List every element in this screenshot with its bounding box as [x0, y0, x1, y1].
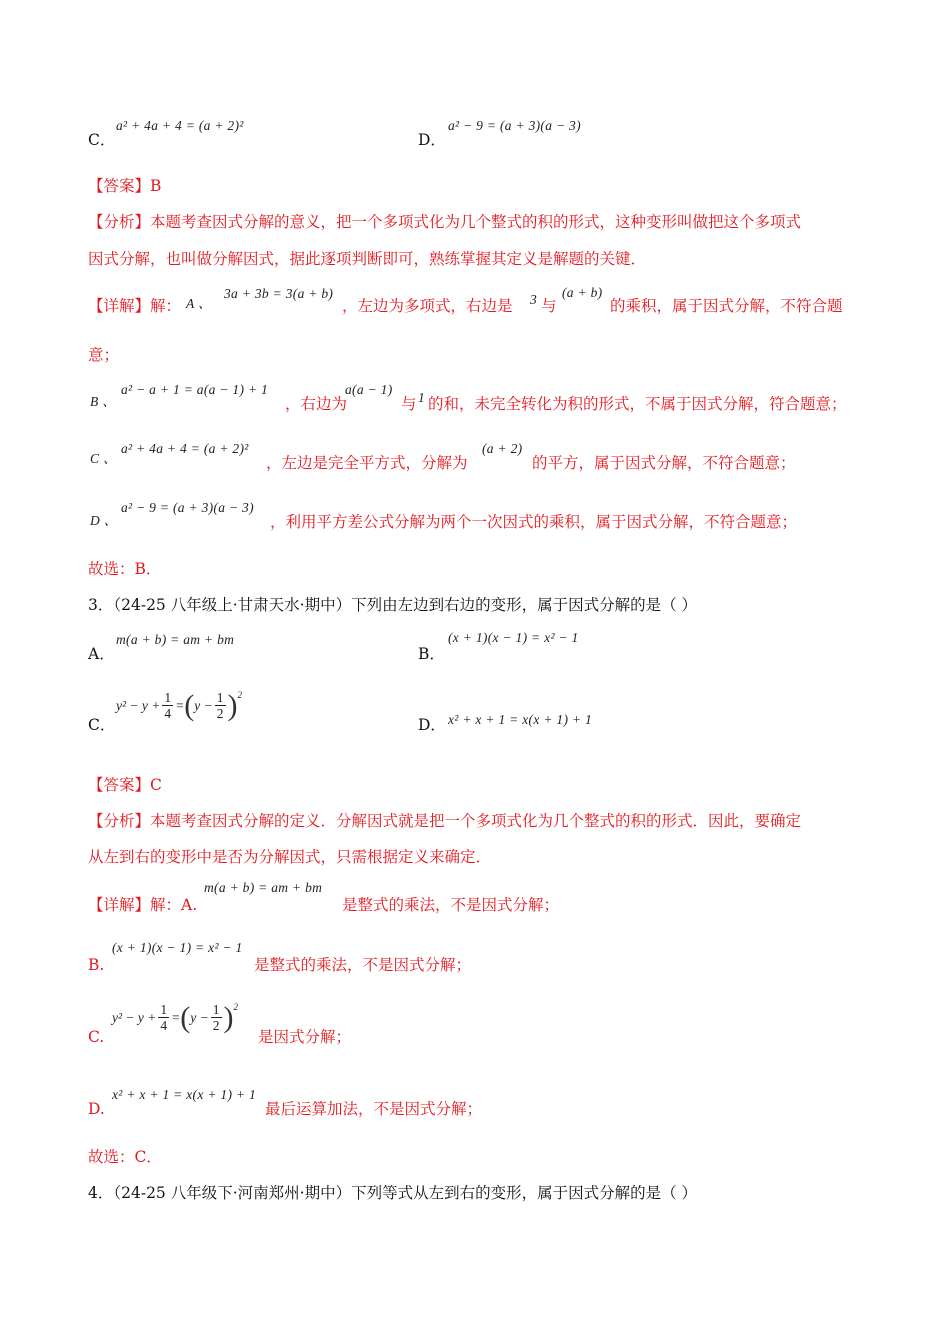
fraction-one-half: $\frac{1}{2}$	[216, 690, 224, 721]
q2-detail-a-num: 3	[530, 292, 538, 307]
q3-detail-d-math: x² + x + 1 = x(x + 1) + 1	[112, 1087, 257, 1102]
q3-option-b-label: B．	[418, 645, 445, 663]
q2-detail-a-math2: (a + b)	[562, 285, 603, 300]
q2-detail-c-text2: 的平方，属于因式分解，不符合题意；	[532, 454, 796, 472]
q2-detail-d-label: D 、	[90, 513, 118, 528]
q3-analysis-line1: 【分析】本题考查因式分解的定义．分解因式就是把一个多项式化为几个整式的积的形式．因此，要确定	[88, 812, 802, 830]
q3-detail-c-inner: y −	[190, 1009, 209, 1025]
q3-detail-c-math: y² − y + $\frac{1}{4}$ = ( y − $\frac{1}{2}$ ) $^2$	[112, 1000, 238, 1034]
q2-detail-b-label: B 、	[90, 394, 117, 409]
q3-detail-c-text: 是因式分解；	[258, 1028, 352, 1046]
q3-choose: 故选：C．	[88, 1148, 162, 1166]
q3-detail-a-math: m(a + b) = am + bm	[204, 880, 323, 895]
q2-analysis-line1: 【分析】本题考查因式分解的意义，把一个多项式化为几个整式的积的形式，这种变形叫做把这个多项式	[88, 213, 802, 231]
q2-option-d-math: a² − 9 = (a + 3)(a − 3)	[448, 118, 581, 133]
q3-detail-prefix: 【详解】解：A.	[88, 896, 198, 914]
fraction-one-quarter: $\frac{1}{4}$	[160, 1002, 168, 1033]
q3-analysis-line2: 从左到右的变形中是否为分解因式，只需根据定义来确定．	[88, 848, 492, 866]
q3-option-c-square: 2	[237, 690, 242, 700]
q2-detail-b-text2: 与	[401, 395, 417, 413]
q2-detail-a-text3: 的乘积，属于因式分解，不符合题	[610, 297, 843, 315]
q2-choose: 故选：B．	[88, 560, 162, 578]
q3-detail-d-label: D.	[88, 1100, 105, 1118]
q2-detail-b-math2: a(a − 1)	[345, 382, 393, 397]
q2-option-c-label: C．	[88, 131, 116, 149]
q2-detail-c-math2: (a + 2)	[482, 441, 523, 456]
q2-option-d-label: D．	[418, 131, 446, 149]
q3-answer: 【答案】C	[88, 776, 162, 794]
q2-detail-a-label: A 、	[186, 296, 212, 311]
q3-option-d-label: D．	[418, 716, 446, 734]
q3-option-c-eq: =	[175, 697, 185, 713]
q2-detail-a-line2: 意；	[88, 346, 120, 364]
q2-detail-c-label: C 、	[90, 451, 117, 466]
q3-option-c-left: y² − y +	[116, 697, 161, 713]
q3-option-c-inner: y −	[194, 697, 213, 713]
q2-detail-c-math: a² + 4a + 4 = (a + 2)²	[121, 441, 249, 456]
q2-detail-b-num: 1	[418, 390, 426, 405]
fraction-one-half: $\frac{1}{2}$	[212, 1002, 220, 1033]
q3-option-a-label: A．	[88, 645, 115, 663]
fraction-one-quarter: $\frac{1}{4}$	[164, 690, 172, 721]
q3-detail-c-left: y² − y +	[112, 1009, 157, 1025]
q3-option-a-math: m(a + b) = am + bm	[116, 632, 235, 647]
q3-option-c-math: y² − y + $\frac{1}{4}$ = ( y − $\frac{1}{2}$ ) $^2$	[116, 688, 242, 722]
q3-detail-b-text: 是整式的乘法，不是因式分解；	[254, 956, 472, 974]
q2-detail-d-text1: ，利用平方差公式分解为两个一次因式的乘积，属于因式分解，不符合题意；	[270, 513, 798, 531]
q2-detail-a-text2: 与	[541, 297, 557, 315]
q3-option-b-math: (x + 1)(x − 1) = x² − 1	[448, 630, 579, 645]
q2-detail-d-math: a² − 9 = (a + 3)(a − 3)	[121, 500, 254, 515]
q3-detail-c-square: 2	[233, 1002, 238, 1012]
q3-detail-c-eq: =	[171, 1009, 181, 1025]
q3-option-d-math: x² + x + 1 = x(x + 1) + 1	[448, 712, 593, 727]
q2-analysis-line2: 因式分解，也叫做分解因式，据此逐项判断即可，熟练掌握其定义是解题的关键．	[88, 250, 647, 268]
q2-detail-a-math: 3a + 3b = 3(a + b)	[224, 286, 334, 301]
q2-option-c-math: a² + 4a + 4 = (a + 2)²	[116, 118, 244, 133]
q3-option-c-label: C．	[88, 716, 116, 734]
q3-detail-b-label: B.	[88, 956, 105, 974]
q2-detail-prefix: 【详解】解：	[88, 297, 182, 315]
q3-title: 3．（24-25 八年级上·甘肃天水·期中）下列由左边到右边的变形，属于因式分解的是（ ）	[88, 596, 698, 614]
q2-detail-b-math: a² − a + 1 = a(a − 1) + 1	[121, 382, 269, 397]
q3-detail-b-math: (x + 1)(x − 1) = x² − 1	[112, 940, 243, 955]
q2-answer: 【答案】B	[88, 177, 162, 195]
q2-detail-b-text3: 的和，未完全转化为积的形式，不属于因式分解，符合题意；	[428, 395, 847, 413]
q3-detail-d-text: 最后运算加法，不是因式分解；	[265, 1100, 483, 1118]
q2-detail-c-text1: ，左边是完全平方式，分解为	[266, 454, 468, 472]
q3-detail-c-label: C.	[88, 1028, 105, 1046]
q3-detail-a-text: 是整式的乘法，不是因式分解；	[342, 896, 560, 914]
q2-detail-a-text1: ，左边为多项式，右边是	[342, 297, 513, 315]
q2-detail-b-text1: ，右边为	[285, 395, 348, 413]
q4-title: 4．（24-25 八年级下·河南郑州·期中）下列等式从左到右的变形，属于因式分解的是（ ）	[88, 1184, 698, 1202]
